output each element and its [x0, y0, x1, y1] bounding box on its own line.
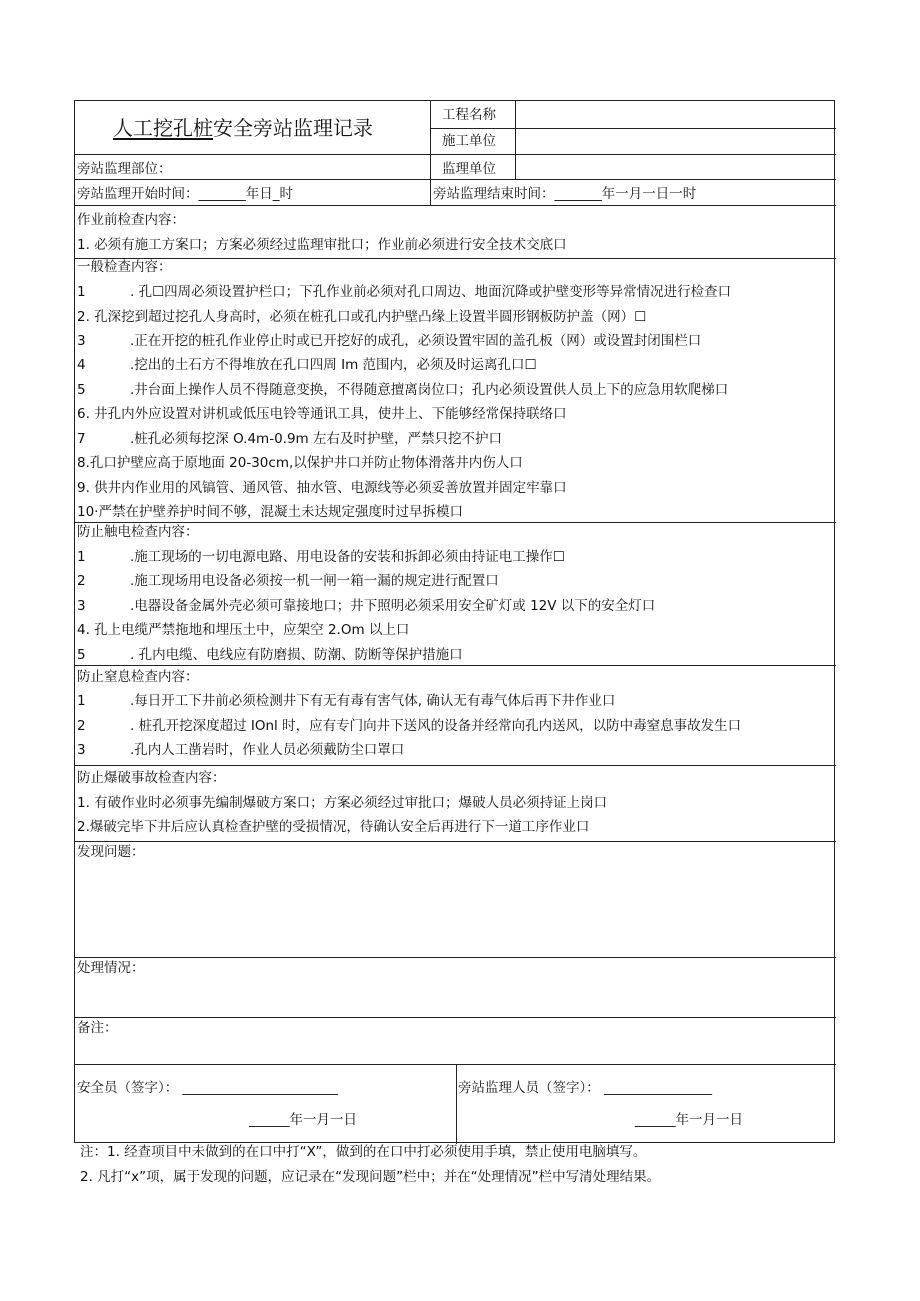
item-number: 2 [77, 718, 86, 734]
line [75, 179, 836, 180]
check-item: .孔内人工凿岩时，作业人员必须戴防尘口罩口 [130, 742, 405, 758]
check-item: 10·严禁在护壁养护时间不够，混凝土未达规定强度时过早拆模口 [77, 504, 463, 520]
item-number: 5 [77, 382, 86, 398]
supervision-position-label: 旁站监理部位： [77, 161, 172, 177]
check-item: 2. 孔深挖到超过挖孔人身高时，必须在桩孔口或孔内护壁凸缘上设置半圆形钢板防护盖（网）☐ [77, 309, 647, 325]
line [75, 665, 836, 666]
line [75, 1017, 836, 1018]
check-item: .井台面上操作人员不得随意变换，不得随意擅离岗位口；孔内必须设置供人员上下的应急用软爬梯口 [130, 382, 729, 398]
check-item: 6. 井孔内外应设置对讲机或低压电铃等通讯工具，使井上、下能够经常保持联络口 [77, 406, 567, 422]
title-rest: 安全旁站监理记录 [213, 116, 373, 140]
check-item: . 孔☐四周必须设置护栏口；下孔作业前必须对孔口周边、地面沉降或护壁变形等异常情况进行检查口 [130, 284, 732, 300]
item-number: 3 [77, 742, 86, 758]
item-number: 3 [77, 598, 86, 614]
check-item: 8.孔口护壁应高于原地面 20-30cm,以保护井口并防止物体滑落井内伤人口 [77, 455, 523, 471]
pre-check-item: 1. 必须有施工方案口；方案必须经过监理审批口；作业前必须进行安全技术交底口 [77, 237, 567, 253]
line [430, 101, 431, 205]
safety-officer-signature: 安全员（签字）： _______________________ [77, 1080, 338, 1096]
check-item: 2.爆破完毕下井后应认真检查护壁的受损情况，待确认安全后再进行下一道工序作业口 [77, 819, 590, 835]
line [75, 154, 836, 155]
check-item: . 桩孔开挖深度超过 IOnl 时，应有专门向井下送风的设备并经常向孔内送风，以防中毒窒息事故发生口 [130, 718, 742, 734]
blast-check-heading: 防止爆破事故检查内容： [77, 770, 226, 786]
title-underlined: 人工挖孔桩 [113, 116, 213, 140]
handling-label: 处理情况： [77, 960, 145, 976]
check-item: 9. 供井内作业用的风镐管、通风管、抽水管、电源线等必须妥善放置并固定牢靠口 [77, 480, 567, 496]
note-line: 注：1. 经查项目中未做到的在口中打“X”，做到的在口中打必须使用手填，禁止使用电脑填写。 [80, 1144, 647, 1160]
line [75, 205, 836, 206]
item-number: 1 [77, 549, 86, 565]
supervision-unit-label: 监理单位 [442, 161, 496, 177]
item-number: 2 [77, 573, 86, 589]
pre-check-heading: 作业前检查内容： [77, 212, 185, 228]
project-name-label: 工程名称 [442, 107, 496, 123]
record-form [74, 100, 835, 1143]
construction-unit-label: 施工单位 [442, 133, 496, 149]
item-number: 3 [77, 333, 86, 349]
item-number: 7 [77, 431, 86, 447]
check-item: .施工现场用电设备必须按一机一闸一箱一漏的规定进行配置口 [130, 573, 499, 589]
supervisor-date: ______年一月一日 [635, 1112, 743, 1128]
line [75, 957, 836, 958]
check-item: 4. 孔上电缆严禁拖地和埋压土中，应架空 2.Om 以上口 [77, 622, 410, 638]
item-number: 1 [77, 284, 86, 300]
line [456, 1064, 457, 1144]
supervisor-signature: 旁站监理人员（签字）： ________________ [458, 1080, 713, 1096]
check-item: 1. 有破作业时必须事先编制爆破方案口；方案必须经过审批口；爆破人员必须持证上岗口 [77, 795, 608, 811]
line [430, 128, 836, 129]
line [75, 258, 836, 259]
check-item: .正在开挖的桩孔作业停止时或已开挖好的成孔，必须设置牢固的盖孔板（网）或设置封闭围栏口 [130, 333, 702, 349]
line [75, 841, 836, 842]
form-title [113, 116, 373, 140]
item-number: 5 [77, 647, 86, 663]
check-item: . 孔内电缆、电线应有防磨损、防潮、防断等保护措施口 [130, 647, 463, 663]
check-item: .挖出的土石方不得堆放在孔口四周 Im 范围内，必须及时运离孔口☐ [130, 357, 537, 373]
general-check-heading: 一般检查内容： [77, 259, 172, 275]
start-time-label: 旁站监理开始时间：_______年日_时 [77, 186, 293, 202]
line [75, 765, 836, 766]
problems-label: 发现问题： [77, 844, 145, 860]
electric-check-heading: 防止触电检查内容： [77, 524, 199, 540]
check-item: .施工现场的一切电源电路、用电设备的安装和拆卸必须由持证电工操作☐ [130, 549, 565, 565]
remarks-label: 备注： [77, 1020, 118, 1036]
note-line: 2. 凡打“x”项，属于发现的问题，应记录在“发现问题”栏中；并在“处理情况”栏中写清处理结果。 [80, 1169, 661, 1185]
safety-officer-date: ______年一月一日 [249, 1112, 357, 1128]
item-number: 1 [77, 693, 86, 709]
item-number: 4 [77, 357, 86, 373]
check-item: .每日开工下井前必须检测井下有无有毒有害气体, 确认无有毒气体后再下井作业口 [130, 693, 616, 709]
check-item: .电器设备金属外壳必须可靠接地口；井下照明必须采用安全矿灯或 12V 以下的安全灯口 [130, 598, 656, 614]
suffocation-check-heading: 防止窒息检查内容： [77, 669, 199, 685]
end-time-label: 旁站监理结束时间：_______年一月一日一时 [433, 186, 697, 202]
line [515, 101, 516, 179]
check-item: .桩孔必须每挖深 O.4m-0.9m 左右及时护壁，严禁只挖不护口 [130, 431, 502, 447]
